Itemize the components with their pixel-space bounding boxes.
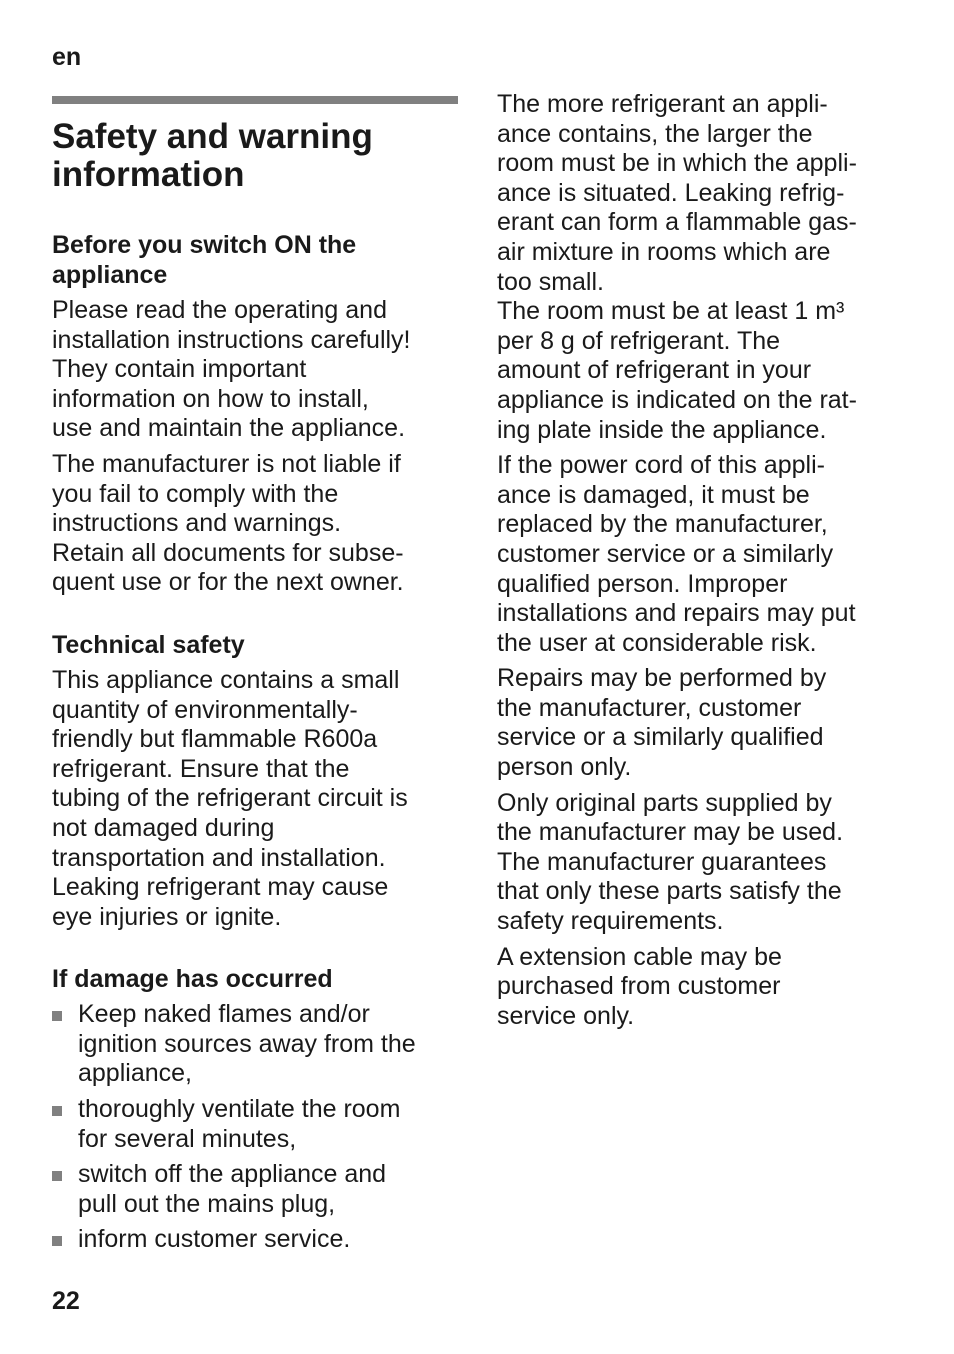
paragraph-refrigerant: This appliance contains a small quantity of environmentally- friendly but flammable R600a refrigerant. Ensure that the tubing of the refrigerant circuit is not damaged during transportation and installation. Leaking refrigerant may cause eye injuries or ignite. (52, 665, 408, 931)
list-item (52, 1225, 458, 1255)
section-rule (52, 96, 458, 104)
list-item (52, 1160, 458, 1219)
left-column (52, 96, 458, 1261)
paragraph-repairs: Repairs may be performed by the manufacturer, customer service or a similarly qualified person only. (497, 664, 827, 782)
list-item (52, 1095, 458, 1154)
list-item-text: switch off the appliance and pull out the mains plug, (78, 1160, 387, 1218)
square-bullet-icon (52, 1171, 62, 1181)
paragraph-manufacturer-liability: The manufacturer is not liable if you fail to comply with the instructions and warnings. Retain all documents for subse- quent use or for the next owner. (52, 449, 404, 597)
list-item-text: inform customer service. (78, 1225, 351, 1254)
heading-if-damage: If damage has occurred (52, 965, 333, 994)
page-title: Safety and warning information (52, 117, 373, 194)
square-bullet-icon (52, 1106, 62, 1116)
paragraph-read-instructions: Please read the operating and installation instructions carefully! They contain important information on how to install, use and maintain the appliance. (52, 296, 411, 443)
language-label: en (52, 43, 82, 71)
page-number: 22 (52, 1287, 80, 1315)
list-item (52, 1000, 458, 1089)
heading-technical-safety: Technical safety (52, 630, 245, 659)
paragraph-extension-cable: A extension cable may be purchased from customer service only. (497, 942, 782, 1030)
square-bullet-icon (52, 1011, 62, 1021)
damage-list (52, 1000, 458, 1255)
list-item-text: thoroughly ventilate the room for several minutes, (78, 1095, 401, 1153)
paragraph-original-parts: Only original parts supplied by the manufacturer may be used. The manufacturer guarantees that only these parts satisfy the safety requirements. (497, 788, 844, 936)
paragraph-room-size: The more refrigerant an appli- ance contains, the larger the room must be in which the appli- ance is situated. Leaking refrig- erant can form a flammable gas- air mixture in rooms which are too small. The room must be at least 1 m³ per 8 g of refrigerant. The amount of refrigerant in your appliance is indicated on the rat- ing plate inside the appliance. (497, 90, 857, 444)
square-bullet-icon (52, 1236, 62, 1246)
right-column (497, 90, 917, 1037)
heading-before-switch-on: Before you switch ON the appliance (52, 231, 357, 289)
list-item-text: Keep naked flames and/or ignition sources away from the appliance, (78, 1000, 416, 1088)
paragraph-power-cord: If the power cord of this appli- ance is damaged, it must be replaced by the manufacturer, customer service or a similarly qualified person. Improper installations and repairs may put the user at considerable risk. (497, 451, 856, 657)
